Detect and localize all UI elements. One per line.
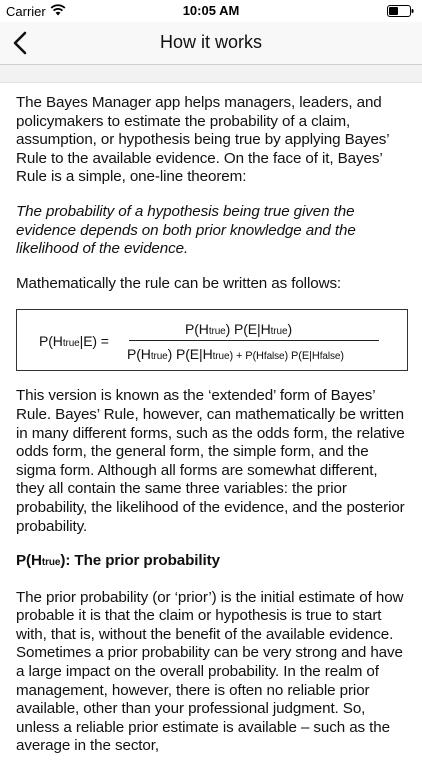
intro-paragraph: The Bayes Manager app helps managers, leaders, and policymakers to estimate the probability of a claim, assumption, or hypothesis being true by applying Bayes’ Rule to the available evidence. On the face of it, Bayes’ Rule is a simple, one-line theorem: <box>16 94 390 186</box>
prior-probability-paragraph: The prior probability (or ‘prior’) is the initial estimate of how probable it is that the claim or hypothesis is true to start with, that is, without the benefit of the available evidence. Sometimes a prior probability can be very strong and have a large impact on the overall probability. In the realm of management, however, there is often no reliable prior available, other than your professional judgment. So, unless a reliable prior estimate is available – such as the average in the sector, <box>16 588 404 755</box>
bayes-formula-box <box>16 309 408 371</box>
article-content <box>16 94 408 772</box>
navigation-bar <box>0 22 422 65</box>
formula-numerator: P(Htrue) P(E|Htrue) <box>185 321 292 338</box>
status-bar <box>0 0 422 22</box>
battery-icon <box>387 5 414 17</box>
prior-probability-heading: P(Htrue): The prior probability <box>16 552 220 570</box>
fraction-line <box>129 340 379 341</box>
page-title: How it works <box>159 32 262 52</box>
formula-lhs: P(Htrue|E) = <box>39 333 109 350</box>
header-divider <box>0 65 422 83</box>
status-time: 10:05 AM <box>182 3 240 18</box>
extended-form-paragraph: This version is known as the ‘extended’ form of Bayes’ Rule. Bayes’ Rule, however, can mathematically be written in many different forms, such as the odds form, the relative odds form, the general form, the simple form, and the sigma form. Although all forms are somewhat different, they all contain the same three variables: the prior probability, the likelihood of the evidence, and the posterior probability. <box>16 387 405 535</box>
quote-paragraph: The probability of a hypothesis being true given the evidence depends on both prior knowledge and the likelihood of the evidence. <box>16 202 356 258</box>
carrier-label: Carrier <box>6 4 46 19</box>
formula-intro: Mathematically the rule can be written as follows: <box>16 274 342 292</box>
formula-denominator: P(Htrue) P(E|Htrue) + P(Hfalse) P(E|Hfalse) <box>127 346 344 363</box>
